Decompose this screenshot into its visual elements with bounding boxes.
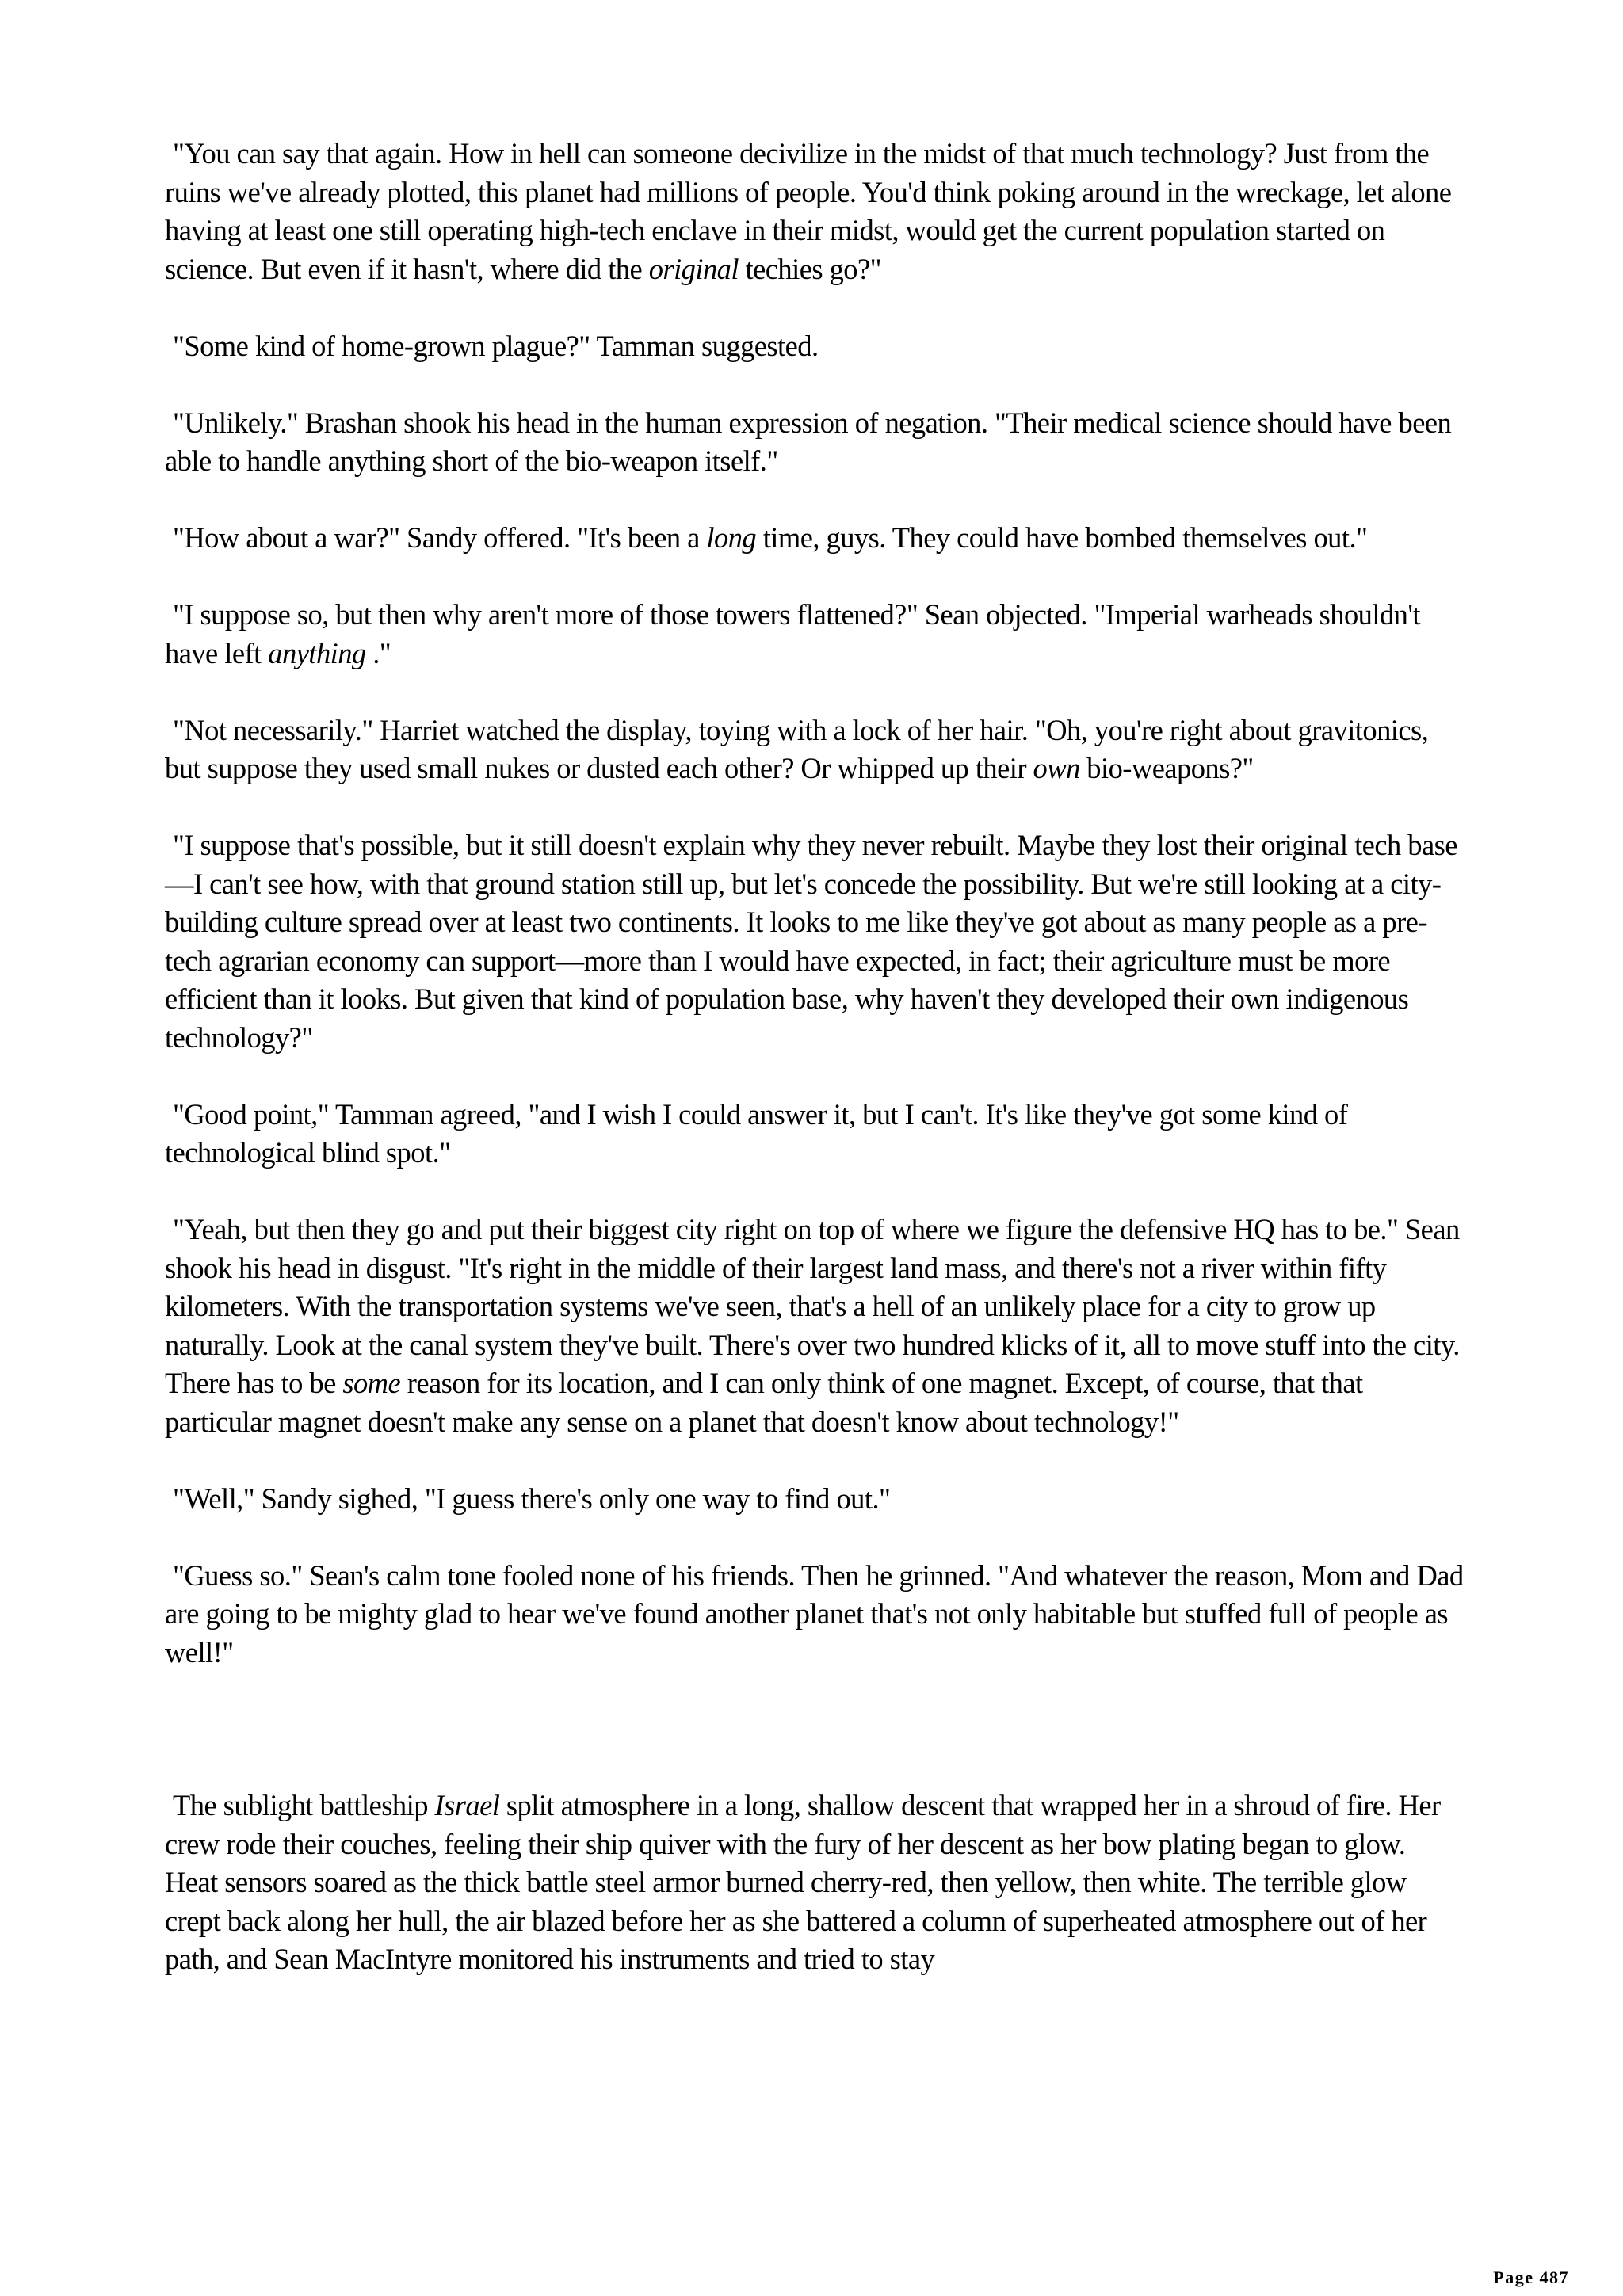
text-run: "Yeah, but then they go and put their biggest city right on top of where we figure the defensive HQ has to be." Sean shook his head in disgust. "It's right in the middle of their largest land mass, and there's not a river within fifty kilometers. With the transportation systems we've seen, that's a hell of an unlikely place for a city to grow up naturally. Look at the canal system they've built. There's over two hundred klicks of it, all to move stuff into the city. There has to be xyxy=(165,1213,1460,1399)
paragraph xyxy=(165,404,1465,481)
paragraph xyxy=(165,1211,1465,1441)
paragraph xyxy=(165,1787,1465,1979)
text-run: reason for its location, and I can only think of one magnet. Except, of course, that that particular magnet doesn't make any sense on a planet that doesn't know about technology!" xyxy=(165,1367,1363,1438)
text-run: "Guess so." Sean's calm tone fooled none of his friends. Then he grinned. "And whatever the reason, Mom and Dad are going to be mighty glad to hear we've found another planet that's not only habitable but stuffed full of people as well!" xyxy=(165,1558,1464,1669)
paragraph xyxy=(165,1096,1465,1173)
page-number: Page 487 xyxy=(1493,2267,1569,2287)
text-run: The sublight battleship xyxy=(173,1789,435,1821)
text-run: "Unlikely." Brashan shook his head in the human expression of negation. "Their medical science should have been able to handle anything short of the bio-weapon itself." xyxy=(165,406,1452,477)
text-run: "I suppose so, but then why aren't more of those towers flattened?" Sean objected. "Imperial warheads shouldn't have left xyxy=(165,598,1420,669)
italic-text: some xyxy=(342,1367,401,1399)
text-run: ." xyxy=(365,636,391,669)
paragraph xyxy=(165,327,1465,366)
text-run: time, guys. They could have bombed themselves out." xyxy=(756,521,1368,554)
text-run: "You can say that again. How in hell can someone decivilize in the midst of that much technology? Just from the ruins we've already plotted, this planet had millions of people. You'd think poking around in the wreckage, let alone having at least one still operating high-tech enclave in their midst, would get the current population started on science. But even if it hasn't, where did the xyxy=(165,137,1452,285)
italic-text: own xyxy=(1033,752,1080,784)
text-run: bio-weapons?" xyxy=(1079,752,1254,784)
paragraph xyxy=(165,519,1465,558)
text-run: "Not necessarily." Harriet watched the display, toying with a lock of her hair. "Oh, you're right about gravitonics, but suppose they used small nukes or dusted each other? Or whipped up their xyxy=(165,713,1429,784)
paragraph xyxy=(165,711,1465,788)
text-run: "Well," Sandy sighed, "I guess there's only one way to find out." xyxy=(173,1482,891,1515)
body-text xyxy=(165,135,1465,2017)
paragraph xyxy=(165,1480,1465,1519)
paragraph xyxy=(165,826,1465,1057)
italic-text: Israel xyxy=(434,1789,500,1821)
text-run: techies go?" xyxy=(738,252,881,285)
text-run: "Good point," Tamman agreed, "and I wish I could answer it, but I can't. It's like they've got some kind of technological blind spot." xyxy=(165,1097,1348,1169)
text-run: "How about a war?" Sandy offered. "It's been a xyxy=(173,521,707,554)
text-run: "I suppose that's possible, but it still doesn't explain why they never rebuilt. Maybe they lost their original tech base—I can't see how, with that ground station still up, but let's concede the possibility. But we're still looking at a city-building culture spread over at least two continents. It looks to me like they've got about as many people as a pre-tech agrarian economy can support—more than I would have expected, in fact; their agriculture must be more efficient than it looks. But given that kind of population base, why haven't they developed their own indigenous technology?" xyxy=(165,829,1457,1054)
text-run: split atmosphere in a long, shallow descent that wrapped her in a shroud of fire. Her crew rode their couches, feeling their ship quiver with the fury of her descent as her bow plating began to glow. Heat sensors soared as the thick battle steel armor burned cherry-red, then yellow, then white. The terrible glow crept back along her hull, the air blazed before her as she battered a column of superheated atmosphere out of her path, and Sean MacIntyre monitored his instruments and tried to stay xyxy=(165,1789,1441,1975)
italic-text: long xyxy=(706,521,757,554)
paragraph xyxy=(165,1557,1465,1672)
italic-text: anything xyxy=(268,636,366,669)
paragraph xyxy=(165,596,1465,673)
paragraph xyxy=(165,135,1465,288)
italic-text: original xyxy=(648,252,739,285)
text-run: "Some kind of home-grown plague?" Tamman suggested. xyxy=(173,329,819,362)
